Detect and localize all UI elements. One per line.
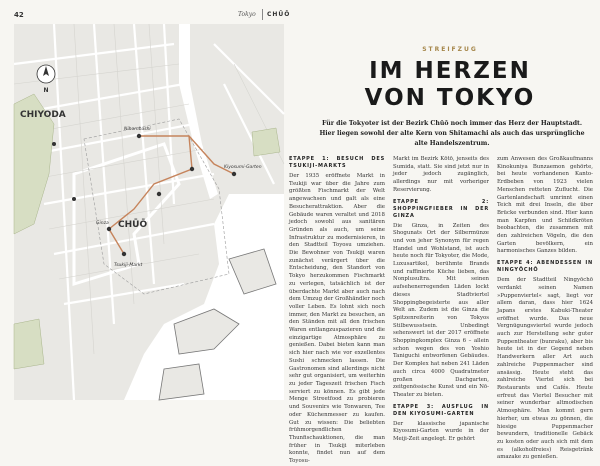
column-1 <box>289 156 385 465</box>
header-city: Tokyo <box>238 11 256 18</box>
map-label-chuo: CHŪŌ <box>118 220 148 230</box>
stage-1-heading: ETAPPE 1: BESUCH DES TSUKIJI-MARKTS <box>289 156 385 169</box>
island-3 <box>159 364 204 400</box>
map-label-kiyosumi: Kiyosumi-Garten <box>224 165 262 170</box>
stage-3-text-cont: zum Anwesen des Großkaufmanns Kinokuniya Bunzaemon gehörte, bei heute vorhandenen Kanto-Erdbeben von 1923 vielen Menschen retteten Zuflucht. Die Gartenlandschaft umrinnt einen Teich mit drei Inseln, die über Brücke verbunden sind. Hier kann man Karpfen und Schildkröten beobachten, die zusammen mit den zahlreichen Vögeln, die den Garten bevölkern, ein harmonisches Ganzes bilden. <box>497 156 593 255</box>
title-line-1: IM HERZEN <box>369 58 531 84</box>
stage-2-heading: ETAPPE 2: SHOPPINGFIEBER IN DER GINZA <box>393 198 489 219</box>
park-south <box>14 319 44 369</box>
column-3 <box>497 156 593 461</box>
compass-letter: N <box>43 87 49 94</box>
header-district: CHŪŌ <box>267 11 291 18</box>
map-label-nihombashi: Nihombashi <box>124 127 151 132</box>
stage-3-text: Der klassische japanische Kiyosumi-Garten wurde in der Meiji-Zeit angelegt. Er gehört <box>393 420 489 443</box>
page-number: 42 <box>14 11 24 19</box>
article-intro: Für die Tokyoter ist der Bezirk Chūō noch immer das Herz der Hauptstadt. Hier liegen sowohl der alte Kern von Shitamachi als auch das ursprüngliche alte Handelszentrum. <box>319 120 585 147</box>
map-svg <box>14 24 284 400</box>
column-2 <box>393 156 489 443</box>
map-label-chiyoda: CHIYODA <box>20 110 66 120</box>
article-columns <box>289 156 593 465</box>
stage-2-text: Die Ginza, in Zeiten des Shogunats Ort der Silbermünze und von jeher Synonym für regen Handel und Wohlstand, ist auch heute noch für Tokyoter, die Mode, Luxusartikel, berühmte Brands und raffinierte Küche lieben, das Nonplusultra. Mit seinen aufsehenerregenden Läden lockt dieses Stadtviertel Shoppingbegeisterte aus aller Welt an. Zudem ist die Ginza die Spitzenreiterin von Tokyos Stilbewusstsein. Unbedingt sehenswert ist der 2017 eröffnete Shoppingkomplex Ginza 6 – allein schon wegen des von Yoshio Taniguchi entworfenen Gebäudes. Der Komplex hat neben 241 Läden auch circa 4000 Quadratmeter großen Dachgarten, zeitgenössische Kunst und ein Nō-Theater zu bieten. <box>393 222 489 398</box>
district-map <box>14 24 284 400</box>
kiyosumi-park <box>252 128 280 156</box>
stage-4-text: Dem der Stadtteil Ningyōchō verdankt seinen Namen »Puppenviertel« sagt, liegt vor allem daran, dass hier 1624 Japans erstes Kabuki-Theater eröffnet wurde. Das neue Vergnügungsviertel wurde jedoch auch zur Herstellung sehr guter Puppentheater (bunraku), aber bis heute ist in der Gegend neben Handwerkern aller Art auch zahlreiche Puppenmacher sind ansässig. Heute steht das zahlreiche Viertel sich bei Restaurants und Cafés. Heute erfreut das Viertel Besucher mit seiner wunderbar altmodischen Atmosphäre. Man kommt gern hierher, um etwas zu gönnen, die hiesige Puppenmacher bewundern, traditionelle Gebäck zu kosten oder auch sich mit dem es (alkoholfreies) Reisgetränk amazake zu genießen. <box>497 277 593 461</box>
article-title <box>300 58 600 112</box>
stage-1-text: Der 1935 eröffnete Markt in Tsukiji war über die Jahre zum größten Fischmarkt der Welt angewachsen und galt als eine Besucherattraktion. Aber die Gebäude waren veraltet und 2018 jedoch sowohl aus sanitären Gründen als auch, um seine Infrastruktur zu modernisieren, in den Stadtteil Toyosu umziehen. Die Bewohner von Tsukiji waren zunächst verärgert über die Entscheidung, den Standort von Tokyo herzukommen Fischmarkt zu verlegen, tatsächlich ist der überdachte Markt aber auch nach dem Umzug der Großhändler noch voller Leben. Es lohnt sich noch immer, den Markt zu besuchen, an den Ständen mit all den frischen Waren entlangzuspazieren und die einzigartige Atmosphäre zu genießen. Dabei bieten kann man sich hier nach wie vor exzellentes Sushi schmecken lassen. Die Gastronomen sind allerdings nicht sehr gut organisiert, um weiterhin zu jeder Tageszeit frischen Fisch serviert zu können. Es gibt jede Menge Streetfood zu probieren und Souvenirs wie Tonwaren, Tee oder Küchenmesser zu kaufen. Gut zu wissen: Die beliebten frühmorgendlichen Thunfischauktionen, die man früher in Tsukiji miterleben konnte, findet nun auf dem Toyosu- <box>289 173 385 465</box>
map-label-ginza: Ginza <box>96 221 109 226</box>
stage-3-heading: ETAPPE 3: AUSFLUG IN DEN KIYOSUMI-GARTEN <box>393 403 489 417</box>
stage-1-text-cont: Markt im Bezirk Kōtō, jenseits des Sumida, statt. Sie sind jetzt nur in jeder jedoch zugänglich, allerdings nur mit vorheriger Reservierung. <box>393 156 489 193</box>
title-line-2: VON TOKYO <box>364 85 536 111</box>
article-kicker: STREIFZUG <box>422 46 478 53</box>
header-divider <box>262 9 263 20</box>
stage-4-heading: ETAPPE 4: ABENDESSEN IN NINGYŌCHŌ <box>497 260 593 274</box>
map-label-tsukiji: Tsukiji-Markt <box>114 263 143 268</box>
